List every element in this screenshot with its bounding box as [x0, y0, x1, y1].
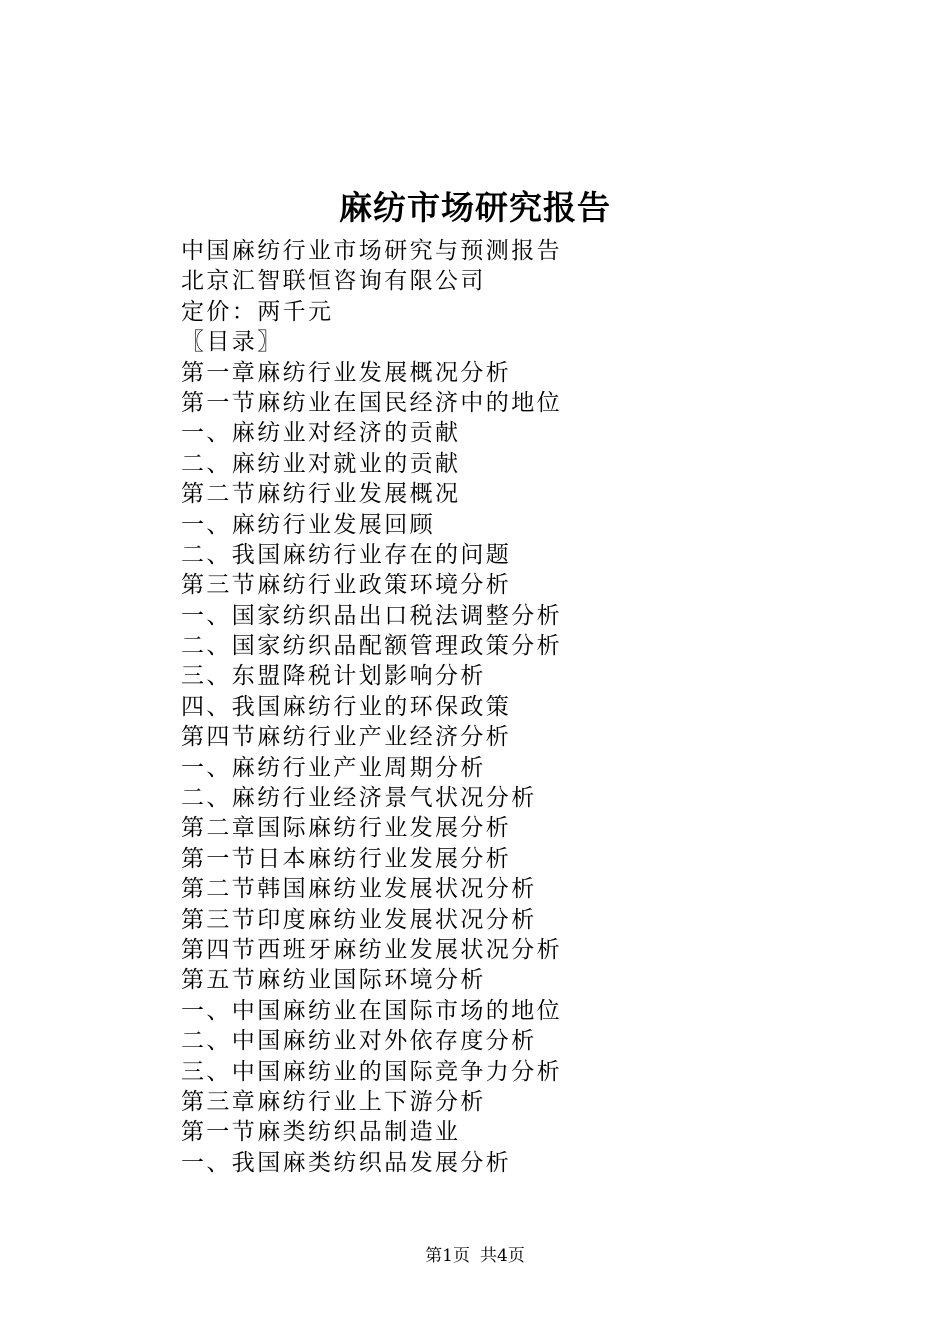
document-line: 四、我国麻纺行业的环保政策: [181, 693, 512, 720]
document-line: 二、麻纺行业经济景气状况分析: [181, 785, 537, 812]
document-line: 一、麻纺业对经济的贡献: [181, 420, 461, 447]
document-line: 第一节日本麻纺行业发展分析: [181, 845, 512, 872]
document-line: 北京汇智联恒咨询有限公司: [181, 268, 486, 295]
document-line: 第二节麻纺行业发展概况: [181, 481, 461, 508]
document-line: 一、麻纺行业发展回顾: [181, 511, 435, 538]
document-line: 第一章麻纺行业发展概况分析: [181, 359, 512, 386]
document-line: 第二节韩国麻纺业发展状况分析: [181, 876, 537, 903]
page-number-total: 共4页: [480, 1246, 525, 1266]
document-body: [181, 236, 781, 1178]
page-footer: [0, 1242, 950, 1270]
document-line: 一、国家纺织品出口税法调整分析: [181, 602, 562, 629]
document-line: 第二章国际麻纺行业发展分析: [181, 815, 512, 842]
document-line: 一、麻纺行业产业周期分析: [181, 754, 486, 781]
document-line: 第一节麻纺业在国民经济中的地位: [181, 389, 562, 416]
document-line: 〖目录〗: [181, 329, 283, 356]
document-line: 第一节麻类纺织品制造业: [181, 1119, 461, 1146]
document-line: 第三章麻纺行业上下游分析: [181, 1088, 486, 1115]
page-number-current: 第1页: [425, 1246, 470, 1266]
document-line: 第三节印度麻纺业发展状况分析: [181, 906, 537, 933]
document-line: 二、国家纺织品配额管理政策分析: [181, 633, 562, 660]
document-title: 麻纺市场研究报告: [339, 188, 611, 227]
document-line: 中国麻纺行业市场研究与预测报告: [181, 238, 562, 264]
document-line: 一、中国麻纺业在国际市场的地位: [181, 997, 562, 1024]
document-line: 二、我国麻纺行业存在的问题: [181, 541, 512, 568]
document-line: 三、东盟降税计划影响分析: [181, 663, 486, 690]
document-line: 第四节麻纺行业产业经济分析: [181, 724, 512, 751]
document-line: 第三节麻纺行业政策环境分析: [181, 572, 512, 599]
document-line: 定价：两千元: [181, 298, 334, 325]
document-line: 第四节西班牙麻纺业发展状况分析: [181, 936, 562, 963]
document-line: 第五节麻纺业国际环境分析: [181, 967, 486, 994]
document-line: 二、麻纺业对就业的贡献: [181, 450, 461, 477]
document-line: 一、我国麻类纺织品发展分析: [181, 1149, 512, 1176]
document-line: 二、中国麻纺业对外依存度分析: [181, 1028, 537, 1055]
document-line: 三、中国麻纺业的国际竞争力分析: [181, 1058, 562, 1085]
